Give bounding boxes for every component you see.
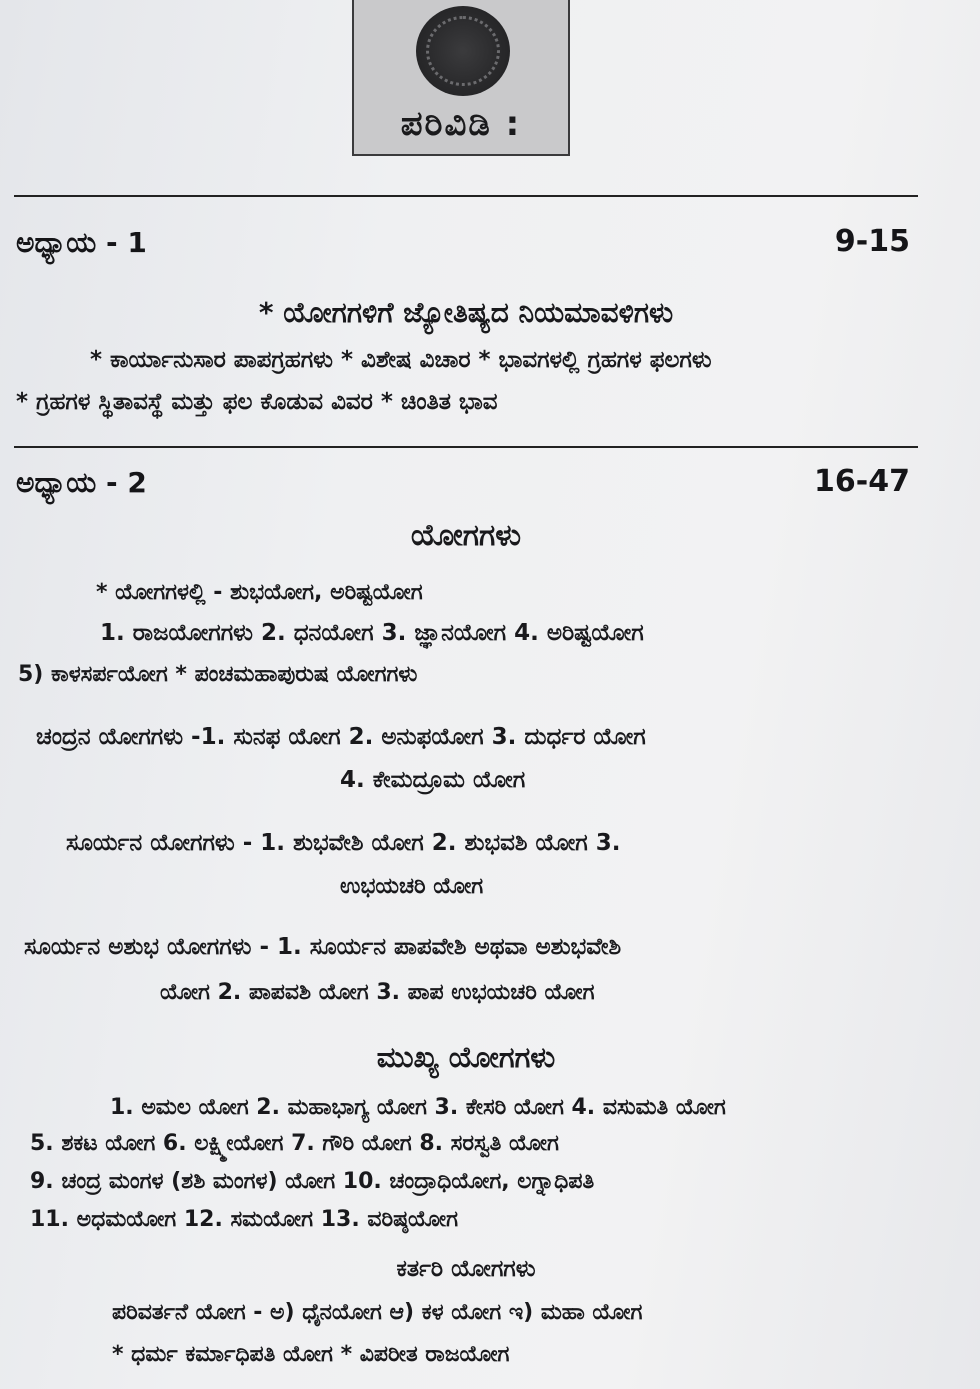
chapter-2-line-12: 1. ಅಮಲ ಯೋಗ 2. ಮಹಾಭಾಗ್ಯ ಯೋಗ 3. ಕೇಸರಿ ಯೋಗ 4. ವಸುಮತಿ ಯೋಗ bbox=[110, 1095, 726, 1120]
chapter-2-line-10: ಯೋಗ 2. ಪಾಪವಶಿ ಯೋಗ 3. ಪಾಪ ಉಭಯಚರಿ ಯೋಗ bbox=[160, 980, 595, 1005]
divider-middle bbox=[14, 446, 918, 448]
chapter-2-line-3: 1. ರಾಜಯೋಗಗಳು 2. ಧನಯೋಗ 3. ಜ್ಞಾನಯೋಗ 4. ಅರಿಷ್ಟಯೋಗ bbox=[100, 620, 644, 646]
divider-top bbox=[14, 195, 918, 197]
chapter-1-pages: 9-15 bbox=[834, 224, 910, 259]
chapter-2-heading-main-yogas: ಮುಖ್ಯ ಯೋಗಗಳು bbox=[376, 1040, 556, 1074]
emblem-icon bbox=[416, 6, 510, 96]
chapter-2-pages: 16-47 bbox=[814, 464, 910, 499]
chapter-1-line-1: * ಯೋಗಗಳಿಗೆ ಜ್ಯೋತಿಷ್ಯದ ನಿಯಮಾವಳಿಗಳು bbox=[258, 296, 674, 329]
contents-header-box bbox=[352, 0, 570, 156]
chapter-2-line-2: * ಯೋಗಗಳಲ್ಲಿ - ಶುಭಯೋಗ, ಅರಿಷ್ಟಯೋಗ bbox=[96, 580, 423, 605]
chapter-2-line-5: ಚಂದ್ರನ ಯೋಗಗಳು -1. ಸುನಫ ಯೋಗ 2. ಅನುಫಯೋಗ 3. ದುರ್ಧರ ಯೋಗ bbox=[36, 724, 646, 750]
chapter-2-line-15: 11. ಅಧಮಯೋಗ 12. ಸಮಯೋಗ 13. ವರಿಷ್ಠಯೋಗ bbox=[30, 1207, 458, 1232]
chapter-2-label: ಅಧ್ಯಾಯ - 2 bbox=[16, 466, 147, 499]
chapter-2-line-9: ಸೂರ್ಯನ ಅಶುಭ ಯೋಗಗಳು - 1. ಸೂರ್ಯನ ಪಾಪವೇಶಿ ಅಥವಾ ಅಶುಭವೇಶಿ bbox=[24, 934, 622, 960]
chapter-2-line-8: ಉಭಯಚರಿ ಯೋಗ bbox=[340, 874, 484, 899]
chapter-1-line-2: * ಕಾರ್ಯಾನುಸಾರ ಪಾಪಗ್ರಹಗಳು * ವಿಶೇಷ ವಿಚಾರ * ಭಾವಗಳಲ್ಲಿ ಗ್ರಹಗಳ ಫಲಗಳು bbox=[90, 347, 712, 373]
chapter-2-line-4: 5) ಕಾಳಸರ್ಪಯೋಗ * ಪಂಚಮಹಾಪುರುಷ ಯೋಗಗಳು bbox=[18, 662, 418, 687]
chapter-2-heading-yogas: ಯೋಗಗಳು bbox=[410, 518, 522, 553]
chapter-2-line-18: * ಧರ್ಮ ಕರ್ಮಾಧಿಪತಿ ಯೋಗ * ವಿಪರೀತ ರಾಜಯೋಗ bbox=[112, 1342, 510, 1367]
chapter-2-line-14: 9. ಚಂದ್ರ ಮಂಗಳ (ಶಶಿ ಮಂಗಳ) ಯೋಗ 10. ಚಂದ್ರಾಧಿಯೋಗ, ಲಗ್ನಾಧಿಪತಿ bbox=[30, 1169, 595, 1194]
chapter-1-line-3: * ಗ್ರಹಗಳ ಸ್ಥಿತಾವಸ್ಥೆ ಮತ್ತು ಫಲ ಕೊಡುವ ವಿವರ * ಚಿಂತಿತ ಭಾವ bbox=[16, 389, 498, 415]
chapter-2-line-7: ಸೂರ್ಯನ ಯೋಗಗಳು - 1. ಶುಭವೇಶಿ ಯೋಗ 2. ಶುಭವಶಿ ಯೋಗ 3. bbox=[66, 830, 621, 856]
chapter-2-line-13: 5. ಶಕಟ ಯೋಗ 6. ಲಕ್ಷ್ಮೀಯೋಗ 7. ಗೌರಿ ಯೋಗ 8. ಸರಸ್ವತಿ ಯೋಗ bbox=[30, 1131, 559, 1156]
chapter-2-line-6: 4. ಕೇಮದ್ರೂಮ ಯೋಗ bbox=[340, 767, 526, 793]
contents-title: ಪರಿವಿಡಿ : bbox=[400, 104, 522, 144]
chapter-2-heading-kartari: ಕರ್ತರಿ ಯೋಗಗಳು bbox=[396, 1256, 536, 1282]
chapter-2-line-17: ಪರಿವರ್ತನೆ ಯೋಗ - ಅ) ಧೈನಯೋಗ ಆ) ಕಳ ಯೋಗ ಇ) ಮಹಾ ಯೋಗ bbox=[112, 1300, 643, 1325]
chapter-1-label: ಅಧ್ಯಾಯ - 1 bbox=[16, 226, 147, 259]
